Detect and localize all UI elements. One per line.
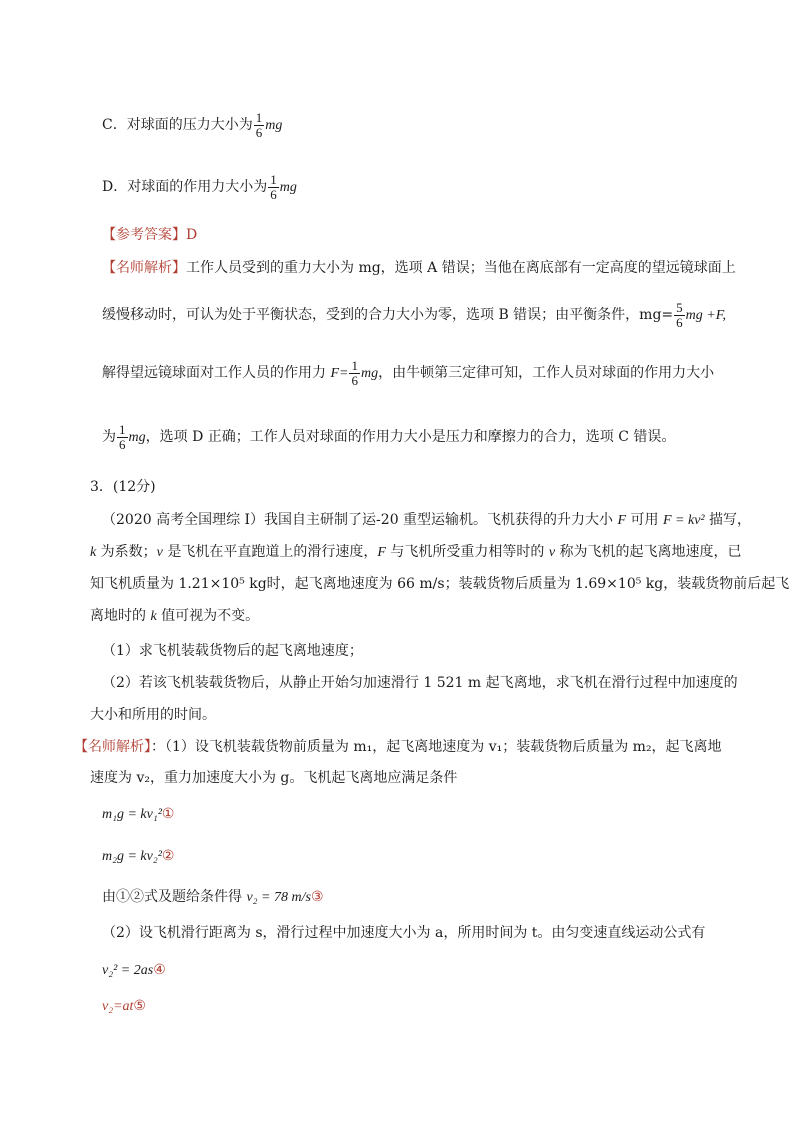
equation-3-line: 由①②式及题给条件得 v₂ = 78 m/s③: [102, 889, 324, 905]
analysis1-line3: 解得望远镜球面对工作人员的作用力 F= $\frac{1}{6}$ mg，由牛顿第三定律可知，工作人员对球面的作用力大小: [102, 357, 715, 388]
equation-2: m₂g = kv₂²②: [102, 848, 175, 864]
question-header: 3．(12分): [90, 479, 156, 495]
sub-question-2-cont: 大小和所用的时间。: [90, 707, 216, 723]
fraction: $\frac{5}{6}$: [676, 299, 683, 330]
question-line4: 离地时的 k 值可视为不变。: [90, 608, 260, 624]
question-line3: 知飞机质量为 1.21×10⁵ kg时，起飞离地速度为 66 m/s；装载货物后质量为 1.69×10⁵ kg，装载货物前后起飞: [90, 576, 790, 592]
analysis1-line2: 缓慢移动时，可认为处于平衡状态，受到的合力大小为零，选项 B 错误；由平衡条件，mg= $\frac{5}{6}$ mg +F,: [102, 299, 726, 330]
question-line1: （2020 高考全国理综 I）我国自主研制了运-20 重型运输机。飞机获得的升力大小 F 可用 F = kv² 描写，: [102, 512, 752, 528]
sub-question-2: （2）若该飞机装载货物后，从静止开始匀加速滑行 1 521 m 起飞离地，求飞机在滑行过程中加速度的: [102, 675, 738, 691]
option-c: C．对球面的压力大小为 $\frac{1}{6}$ mg: [102, 109, 283, 140]
equation-5: v₂=at⑤: [102, 998, 146, 1014]
option-c-text: C．对球面的压力大小为: [102, 117, 253, 133]
reference-answer: [102, 225, 197, 245]
fraction: $\frac{1}{6}$: [119, 421, 126, 452]
analysis1-line1: 【名师解析】工作人员受到的重力大小为 mg，选项 A 错误；当他在离底部有一定高度的望远镜球面上: [102, 260, 736, 276]
analysis-label: 【名师解析】: [74, 739, 151, 755]
question-line2: k 为系数；v 是飞机在平直跑道上的滑行速度，F 与飞机所受重力相等时的 v 称为飞机的起飞离地速度，已: [90, 544, 742, 560]
fraction: $\frac{1}{6}$: [270, 171, 277, 202]
sub-question-1: （1）求飞机装载货物后的起飞离地速度；: [102, 643, 363, 659]
fraction: $\frac{1}{6}$: [255, 109, 263, 140]
analysis2-line4: （2）设飞机滑行距离为 s，滑行过程中加速度大小为 a，所用时间为 t。由匀变速直线运动公式有: [102, 925, 706, 941]
answer-value: D: [186, 227, 198, 243]
analysis2-line2: 速度为 v₂，重力加速度大小为 g。飞机起飞离地应满足条件: [90, 770, 458, 786]
analysis-label: 【名师解析】: [102, 260, 186, 276]
option-d-text: D．对球面的作用力大小为: [102, 179, 268, 195]
equation-1: m₁g = kv₁²①: [102, 806, 175, 822]
analysis2-line1: 【名师解析】：（1）设飞机装载货物前质量为 m₁，起飞离地速度为 v₁；装载货物后质量为 m₂，起飞离地: [74, 739, 722, 755]
answer-label: 【参考答案】: [102, 227, 186, 243]
equation-4: v₂² = 2as④: [102, 962, 166, 978]
option-d: D．对球面的作用力大小为 $\frac{1}{6}$ mg: [102, 171, 297, 202]
analysis1-line4: 为 $\frac{1}{6}$ mg，选项 D 正确；工作人员对球面的作用力大小是压力和摩擦力的合力，选项 C 错误。: [102, 421, 676, 452]
fraction: $\frac{1}{6}$: [351, 357, 358, 388]
